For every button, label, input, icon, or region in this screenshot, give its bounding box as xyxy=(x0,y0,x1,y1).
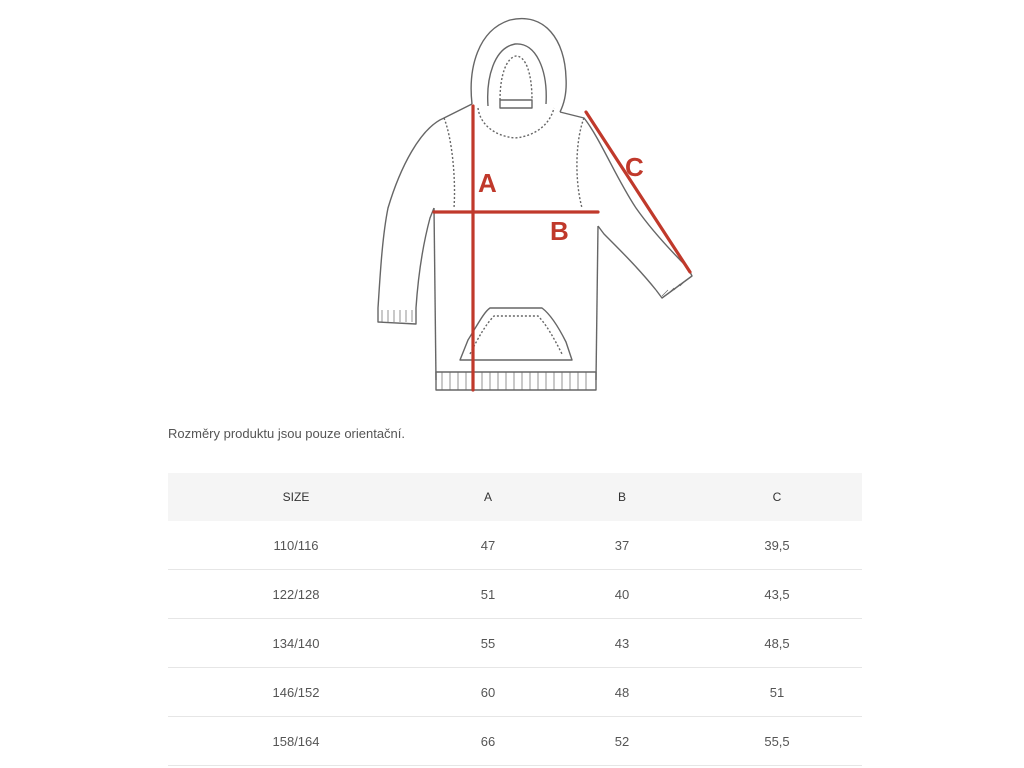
cell-size: 146/152 xyxy=(168,668,424,717)
cell-a: 60 xyxy=(424,668,552,717)
table-header-row xyxy=(168,473,862,521)
cell-b: 43 xyxy=(552,619,692,668)
hood-inner xyxy=(488,44,547,106)
header-a: A xyxy=(424,473,552,521)
cell-size: 122/128 xyxy=(168,570,424,619)
cell-a: 47 xyxy=(424,521,552,570)
cell-b: 40 xyxy=(552,570,692,619)
header-c: C xyxy=(692,473,862,521)
cell-c: 55,5 xyxy=(692,717,862,766)
cell-size: 110/116 xyxy=(168,521,424,570)
label-c: C xyxy=(625,152,644,182)
cell-a: 55 xyxy=(424,619,552,668)
cell-a: 66 xyxy=(424,717,552,766)
torso-left xyxy=(434,208,436,380)
table-row xyxy=(168,521,862,570)
table-row xyxy=(168,570,862,619)
hood-outer xyxy=(471,19,566,112)
cell-c: 48,5 xyxy=(692,619,862,668)
cell-b: 52 xyxy=(552,717,692,766)
disclaimer-note: Rozměry produktu jsou pouze orientační. xyxy=(168,426,406,441)
torso-right xyxy=(596,226,598,380)
measure-c-line xyxy=(586,112,690,272)
table-row xyxy=(168,668,862,717)
right-sleeve-inner xyxy=(598,226,656,290)
size-table xyxy=(168,473,862,766)
header-b: B xyxy=(552,473,692,521)
hoodie-diagram xyxy=(360,8,710,400)
table-row xyxy=(168,619,862,668)
label-a: A xyxy=(478,168,497,198)
table-row xyxy=(168,717,862,766)
left-sleeve-inner xyxy=(416,208,434,308)
left-sleeve-outer xyxy=(378,104,472,308)
cell-c: 51 xyxy=(692,668,862,717)
header-size: SIZE xyxy=(168,473,424,521)
cell-c: 39,5 xyxy=(692,521,862,570)
waistband xyxy=(436,372,596,390)
cell-size: 134/140 xyxy=(168,619,424,668)
cell-b: 37 xyxy=(552,521,692,570)
cell-a: 51 xyxy=(424,570,552,619)
kangaroo-pocket xyxy=(460,308,572,360)
cell-c: 43,5 xyxy=(692,570,862,619)
cell-size: 158/164 xyxy=(168,717,424,766)
label-b: B xyxy=(550,216,569,246)
cell-b: 48 xyxy=(552,668,692,717)
hoodie-illustration xyxy=(360,8,710,400)
